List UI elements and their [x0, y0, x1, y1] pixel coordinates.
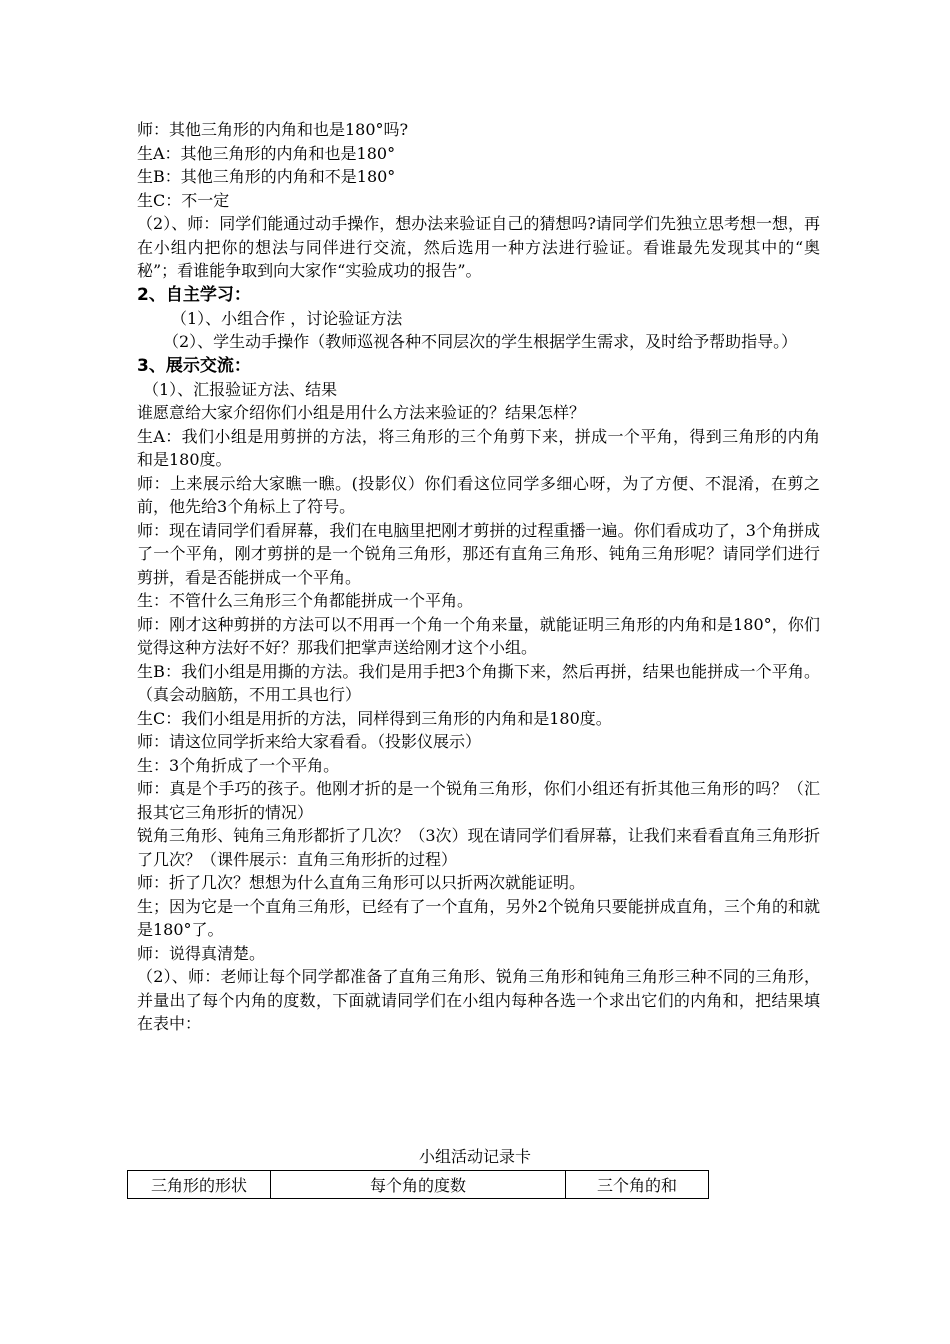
section-heading-self-study: 2、自主学习：	[137, 284, 251, 305]
self-study-item: （1）、小组合作 ，讨论验证方法	[171, 308, 403, 328]
dialogue-paragraph: 师：刚才这种剪拼的方法可以不用再一个角一个角来量，就能证明三角形的内角和是180°，你们觉得这种方法好不好？那我们把掌声送给刚才这个小组。	[137, 614, 820, 657]
dialogue-paragraph: 生A：我们小组是用剪拼的方法，将三角形的三个角剪下来，拼成一个平角，得到三角形的内角和是180度。	[137, 426, 820, 469]
section-heading-exchange: 3、展示交流：	[137, 355, 251, 376]
dialogue-paragraph: 生B：我们小组是用撕的方法。我们是用手把3个角撕下来，然后再拼，结果也能拼成一个平角。（真会动脑筋，不用工具也行）	[137, 661, 820, 704]
dialogue-line: 谁愿意给大家介绍你们小组是用什么方法来验证的？结果怎样？	[137, 403, 586, 422]
header-cell-sum: 三个角的和	[566, 1171, 709, 1199]
exchange-subheading: （1）、汇报验证方法、结果	[143, 379, 338, 399]
dialogue-paragraph: 师：现在请同学们看屏幕，我们在电脑里把刚才剪拼的过程重播一遍。你们看成功了，3个角拼成了一个平角，刚才剪拼的是一个锐角三角形，那还有直角三角形、钝角三角形呢？请同学们进行剪拼，看是否能拼成一个平角。	[137, 520, 820, 587]
header-cell-degrees: 每个角的度数	[271, 1171, 566, 1199]
dialogue-paragraph: 锐角三角形、钝角三角形都折了几次？（3次）现在请同学们看屏幕，让我们来看看直角三角形折了几次？（课件展示：直角三角形折的过程）	[137, 826, 820, 869]
dialogue-line: 师：折了几次？想想为什么直角三角形可以只折两次就能证明。	[137, 873, 586, 892]
dialogue-paragraph: （2）、师：老师让每个同学都准备了直角三角形、锐角三角形和钝角三角形三种不同的三角形，并量出了每个内角的度数，下面就请同学们在小组内每种各选一个求出它们的内角和，把结果填在表中：	[137, 967, 820, 1033]
document-body	[137, 118, 820, 1036]
dialogue-paragraph: 生；因为它是一个直角三角形，已经有了一个直角，另外2个锐角只要能拼成直角，三个角的和就是180°了。	[137, 896, 820, 939]
dialogue-paragraph: 师：上来展示给大家瞧一瞧。(投影仪）你们看这位同学多细心呀，为了方便、不混淆，在剪之前，他先给3个角标上了符号。	[137, 473, 820, 516]
dialogue-line: 师：其他三角形的内角和也是180°吗?	[137, 120, 409, 139]
dialogue-line: 师：说得真清楚。	[137, 943, 266, 963]
self-study-item: （2）、学生动手操作（教师巡视各种不同层次的学生根据学生需求，及时给予帮助指导。）	[163, 332, 798, 351]
dialogue-line: 生C：不一定	[137, 190, 230, 210]
table-caption: 小组活动记录卡	[418, 1147, 531, 1166]
activity-record-table	[127, 1170, 709, 1199]
header-cell-shape: 三角形的形状	[128, 1171, 271, 1199]
dialogue-line: 生：3个角折成了一个平角。	[137, 755, 340, 775]
dialogue-line: 生A：其他三角形的内角和也是180°	[137, 143, 396, 163]
dialogue-line: 生：不管什么三角形三个角都能拼成一个平角。	[137, 591, 474, 610]
dialogue-line: 生B：其他三角形的内角和不是180°	[137, 167, 396, 186]
dialogue-paragraph: 师：真是个手巧的孩子。他刚才折的是一个锐角三角形，你们小组还有折其他三角形的吗？（汇报其它三角形折的情况）	[137, 779, 820, 822]
dialogue-line: 生C：我们小组是用折的方法，同样得到三角形的内角和是180度。	[137, 708, 612, 728]
dialogue-paragraph: （2）、师：同学们能通过动手操作，想办法来验证自己的猜想吗?请同学们先独立思考想一想，再在小组内把你的想法与同伴进行交流，然后选用一种方法进行验证。看谁最先发现其中的“奥秘”；看谁能争取到向大家作“实验成功的报告”。	[137, 214, 820, 280]
table-header-row	[128, 1171, 709, 1199]
dialogue-line: 师：请这位同学折来给大家看看。（投影仪展示）	[137, 732, 482, 751]
